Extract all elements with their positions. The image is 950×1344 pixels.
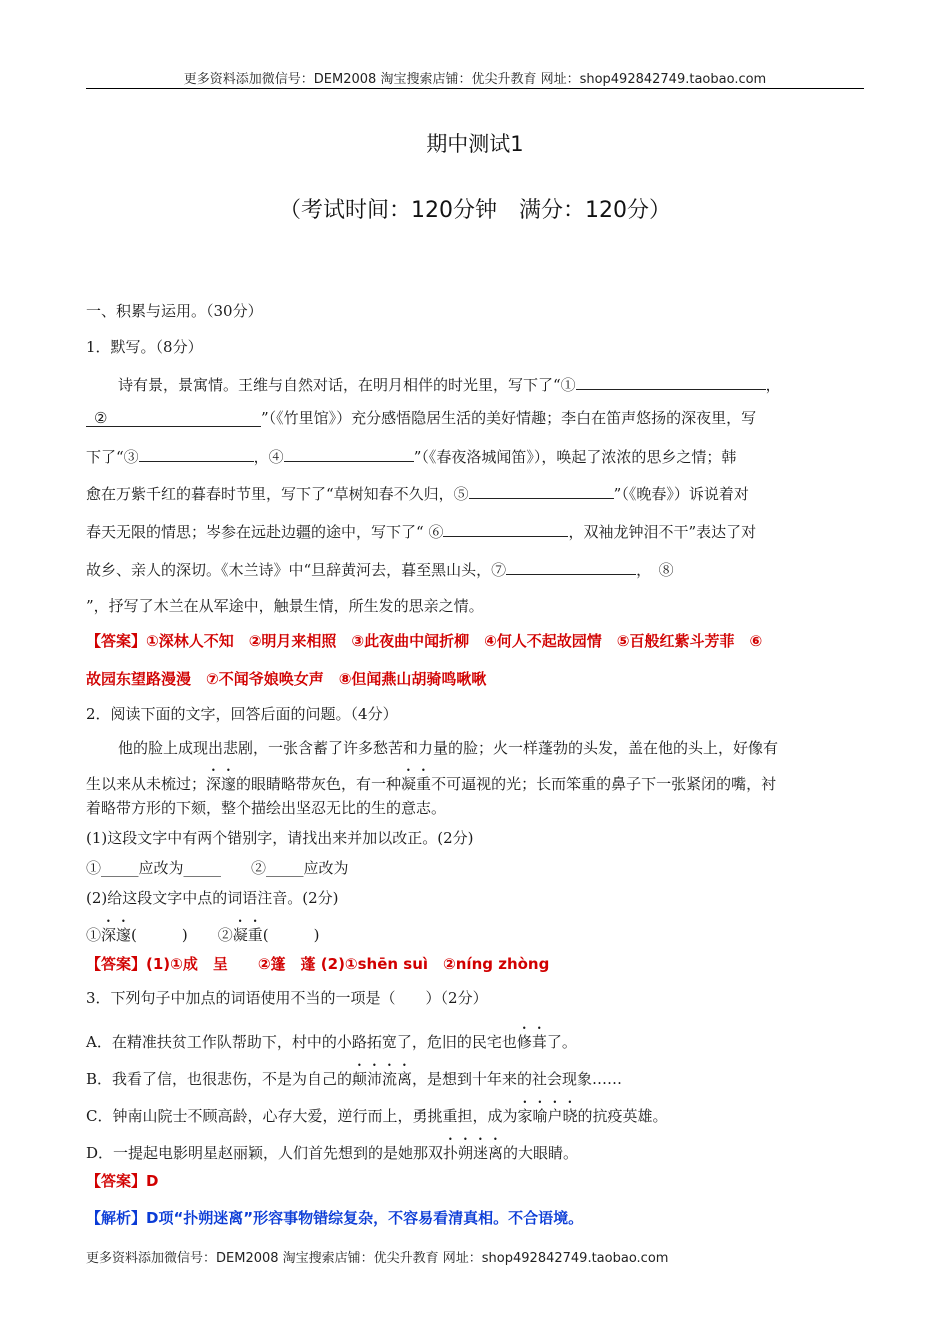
q2-passage-line1: 他的脸上成现出悲剧，一张含蓄了许多愁苦和力量的脸；火一样蓬勃的头发，盖在他的头上，好像有: [118, 739, 779, 757]
blank-4[interactable]: [284, 444, 414, 462]
q3-heading: 3．下列句子中加点的词语使用不当的一项是（ ）（2分）: [86, 989, 488, 1007]
dotted-word: 凝重: [232, 926, 263, 944]
q1-text: 愈在万紫千红的暮春时节里，写下了“草树知春不久归，⑤: [86, 485, 469, 503]
q1-text: ，: [765, 376, 781, 394]
q2-sub1-blanks: ①_____应改为_____ ②_____应改为: [86, 859, 349, 877]
q1-text: 下了“③: [86, 448, 139, 466]
q1-text: ”（《晚春》）诉说着对: [613, 485, 749, 503]
dotted-word: 家喻户晓: [517, 1107, 578, 1125]
q1-line3: [86, 444, 736, 467]
q1-line7: ”，抒写了木兰在从军途中，触景生情，所生发的思亲之情。: [86, 597, 484, 615]
q1-text: ，④: [253, 448, 284, 466]
q2-text: ( ) ②: [131, 926, 233, 944]
q3-text: ，是想到十年来的社会现象……: [412, 1070, 623, 1088]
q3-text: C．钟南山院士不顾高龄，心存大爱，逆行而上，勇挑重担，成为: [86, 1107, 518, 1125]
q1-line5: [86, 519, 756, 542]
blank-1[interactable]: [576, 372, 766, 390]
q3-text: 的大眼睛。: [503, 1144, 579, 1162]
blank-2-label: ②: [94, 409, 108, 427]
q2-sub2-blanks: [86, 917, 319, 945]
q1-text: ，双袖龙钟泪不干”表达了对: [568, 523, 757, 541]
q1-line4: [86, 481, 749, 504]
q3-text: D．一提起电影明星赵丽颖，人们首先想到的是她那双: [86, 1144, 444, 1162]
blank-6[interactable]: [443, 519, 568, 537]
q3-text: B．我看了信，也很悲伤，不是为自己的: [86, 1070, 353, 1088]
q2-text: 生以来从未梳过；: [86, 775, 207, 793]
q3-option-d: [86, 1135, 578, 1163]
q1-text: 诗有景，景寓情。王维与自然对话，在明月相伴的时光里，写下了“①: [118, 376, 576, 394]
q2-answer: 【答案】(1)①成 呈 ②篷 蓬 (2)①shēn suì ②níng zhòng: [86, 955, 550, 973]
header-divider: [86, 88, 864, 89]
blank-7[interactable]: [506, 557, 636, 575]
q1-text: 春天无限的情思；岑参在远赴边疆的途中，写下了“ ⑥: [86, 523, 444, 541]
q1-line2: [86, 407, 756, 428]
dotted-word: 修葺: [516, 1033, 547, 1051]
dotted-word: 扑朔迷离: [443, 1144, 504, 1162]
q3-text: 了。: [546, 1033, 577, 1051]
q2-passage-line3: 着略带方形的下颏，整个描绘出坚忍无比的生的意志。: [86, 799, 447, 817]
q1-text: 故乡、亲人的深切。《木兰诗》中“旦辞黄河去，暮至黑山头，⑦: [86, 561, 507, 579]
q2-sub2: (2)给这段文字中点的词语注音。(2分): [86, 889, 339, 907]
blank-2[interactable]: [86, 409, 261, 427]
q3-text: 的抗疫英雄。: [577, 1107, 668, 1125]
dotted-word: 深邃: [206, 775, 237, 793]
dotted-word: 深邃: [101, 926, 132, 944]
q3-option-a: [86, 1024, 577, 1052]
q1-line6: [86, 557, 674, 580]
q1-text: ， ⑧: [636, 561, 674, 579]
q3-explanation: 【解析】D项“扑朔迷离”形容事物错综复杂，不容易看清真相。不合语境。: [86, 1209, 584, 1227]
q1-text: ”（《竹里馆》）充分感悟隐居生活的美好情趣；李白在笛声悠扬的深夜里，写: [261, 409, 757, 427]
exam-info: （考试时间：120分钟 满分：120分）: [279, 198, 671, 223]
q2-text: 不可逼视的光；长而笨重的鼻子下一张紧闭的嘴，衬: [431, 775, 777, 793]
q3-answer: 【答案】D: [86, 1172, 159, 1190]
q3-text: A．在精准扶贫工作队帮助下，村中的小路拓宽了，危旧的民宅也: [86, 1033, 517, 1051]
q2-sub1: (1)这段文字中有两个错别字，请找出来并加以改正。(2分): [86, 829, 474, 847]
q1-text: ”（《春夜洛城闻笛》），唤起了浓浓的思乡之情；韩: [413, 448, 737, 466]
dotted-word: 凝重: [401, 775, 432, 793]
page-title: 期中测试1: [426, 132, 524, 156]
q2-text: ( ): [262, 926, 320, 944]
q1-answer-cont: 故园东望路漫漫 ⑦不闻爷娘唤女声 ⑧但闻燕山胡骑鸣啾啾: [86, 670, 487, 688]
q1-line1: [118, 372, 781, 395]
section-heading: 一、积累与运用。（30分）: [86, 302, 263, 320]
q2-passage-line2: [86, 766, 776, 794]
blank-5[interactable]: [469, 481, 614, 499]
q2-text: ①: [86, 926, 102, 944]
page-header: 更多资料添加微信号：DEM2008 淘宝搜索店铺：优尖升教育 网址：shop492842749.taobao.com: [183, 72, 767, 87]
page-footer: 更多资料添加微信号：DEM2008 淘宝搜索店铺：优尖升教育 网址：shop492842749.taobao.com: [86, 1251, 669, 1266]
q2-heading: 2．阅读下面的文字，回答后面的问题。（4分）: [86, 705, 398, 723]
q3-option-b: [86, 1061, 622, 1089]
q2-text: 的眼睛略带灰色，有一种: [236, 775, 402, 793]
q1-answer: 【答案】①深林人不知 ②明月来相照 ③此夜曲中闻折柳 ④何人不起故园情 ⑤百般红紫斗芳菲 ⑥: [86, 632, 763, 650]
q1-heading: 1．默写。（8分）: [86, 338, 203, 356]
dotted-word: 颠沛流离: [352, 1070, 413, 1088]
blank-3[interactable]: [139, 444, 254, 462]
q3-option-c: [86, 1098, 668, 1126]
